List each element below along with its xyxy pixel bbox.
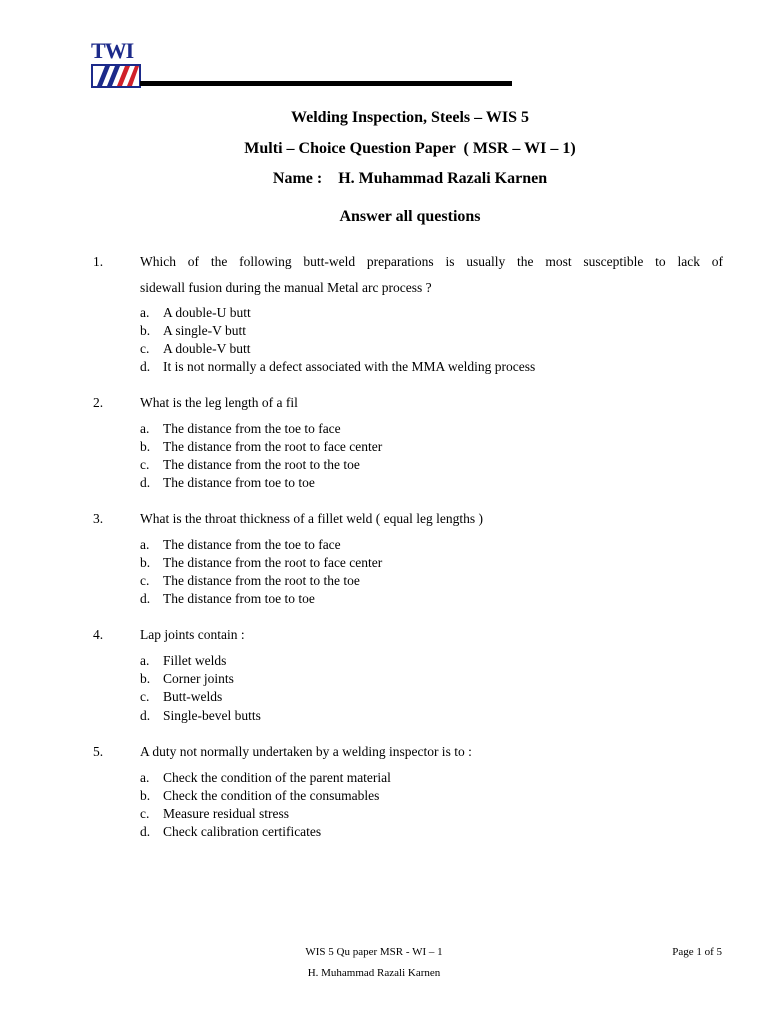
doc-subtitle: Multi – Choice Question Paper ( MSR – WI – 1) <box>244 140 576 157</box>
option-text: The distance from the root to face center <box>163 555 383 570</box>
option-letter: d. <box>140 359 151 374</box>
option-letter: a. <box>140 653 150 668</box>
option-letter: b. <box>140 788 151 803</box>
option-letter: d. <box>140 824 151 839</box>
instruction: Answer all questions <box>339 208 481 225</box>
name-line <box>0 169 768 189</box>
option-text: Measure residual stress <box>163 806 289 821</box>
option-letter: c. <box>140 341 150 356</box>
footer-author: H. Muhammad Razali Karnen <box>307 967 441 979</box>
option-text: A single-V butt <box>163 323 247 338</box>
option-text: A double-V butt <box>163 341 251 356</box>
footer-doc-ref: WIS 5 Qu paper MSR - WI – 1 <box>305 946 443 958</box>
option-text: The distance from toe to toe <box>163 475 315 490</box>
question-text: Lap joints contain : <box>140 627 245 642</box>
option-letter: b. <box>140 671 151 686</box>
option-text: The distance from the toe to face <box>163 537 341 552</box>
option-text: Butt-welds <box>163 689 223 704</box>
logo-text: TWI <box>91 38 134 63</box>
twi-logo <box>91 38 141 90</box>
option-text: The distance from the root to the toe <box>163 457 360 472</box>
question-number: 3. <box>93 511 104 526</box>
option-text: Check the condition of the parent material <box>163 770 391 785</box>
option-text: Corner joints <box>163 671 234 686</box>
question-number: 4. <box>93 627 104 642</box>
option-text: It is not normally a defect associated with the MMA welding process <box>163 359 536 374</box>
question-number: 1. <box>93 254 104 269</box>
option-letter: c. <box>140 806 150 821</box>
option-letter: b. <box>140 555 151 570</box>
option-letter: d. <box>140 475 151 490</box>
option-letter: a. <box>140 421 150 436</box>
option-text: Check the condition of the consumables <box>163 788 380 803</box>
option-text: The distance from the toe to face <box>163 421 341 436</box>
header-rule <box>140 81 512 86</box>
question-text: A duty not normally undertaken by a welding inspector is to : <box>140 744 472 759</box>
footer-page-number: Page 1 of 5 <box>672 946 722 958</box>
option-letter: d. <box>140 591 151 606</box>
question-number: 5. <box>93 744 104 759</box>
question-text: Which of the following butt-weld preparations is usually the most susceptible to lack of <box>140 254 723 269</box>
option-text: The distance from the root to face center <box>163 439 383 454</box>
option-text: Fillet welds <box>163 653 227 668</box>
name-value: H. Muhammad Razali Karnen <box>338 170 548 187</box>
option-letter: b. <box>140 323 151 338</box>
option-text: Check calibration certificates <box>163 824 322 839</box>
question-text: What is the leg length of a fil <box>140 395 298 410</box>
option-letter: c. <box>140 689 150 704</box>
question-number: 2. <box>93 395 104 410</box>
option-letter: c. <box>140 573 150 588</box>
name-label: Name : <box>272 170 323 187</box>
question-text-cont: sidewall fusion during the manual Metal arc process ? <box>140 280 432 295</box>
doc-title: Welding Inspection, Steels – WIS 5 <box>291 109 529 126</box>
option-letter: c. <box>140 457 150 472</box>
option-letter: b. <box>140 439 151 454</box>
logo-stripes-icon <box>91 64 141 88</box>
option-letter: d. <box>140 708 151 723</box>
option-text: Single-bevel butts <box>163 708 261 723</box>
option-letter: a. <box>140 305 150 320</box>
option-text: A double-U butt <box>163 305 251 320</box>
option-text: The distance from the root to the toe <box>163 573 360 588</box>
question-text: What is the throat thickness of a fillet weld ( equal leg lengths ) <box>140 511 484 526</box>
option-text: The distance from toe to toe <box>163 591 315 606</box>
option-letter: a. <box>140 537 150 552</box>
option-letter: a. <box>140 770 150 785</box>
